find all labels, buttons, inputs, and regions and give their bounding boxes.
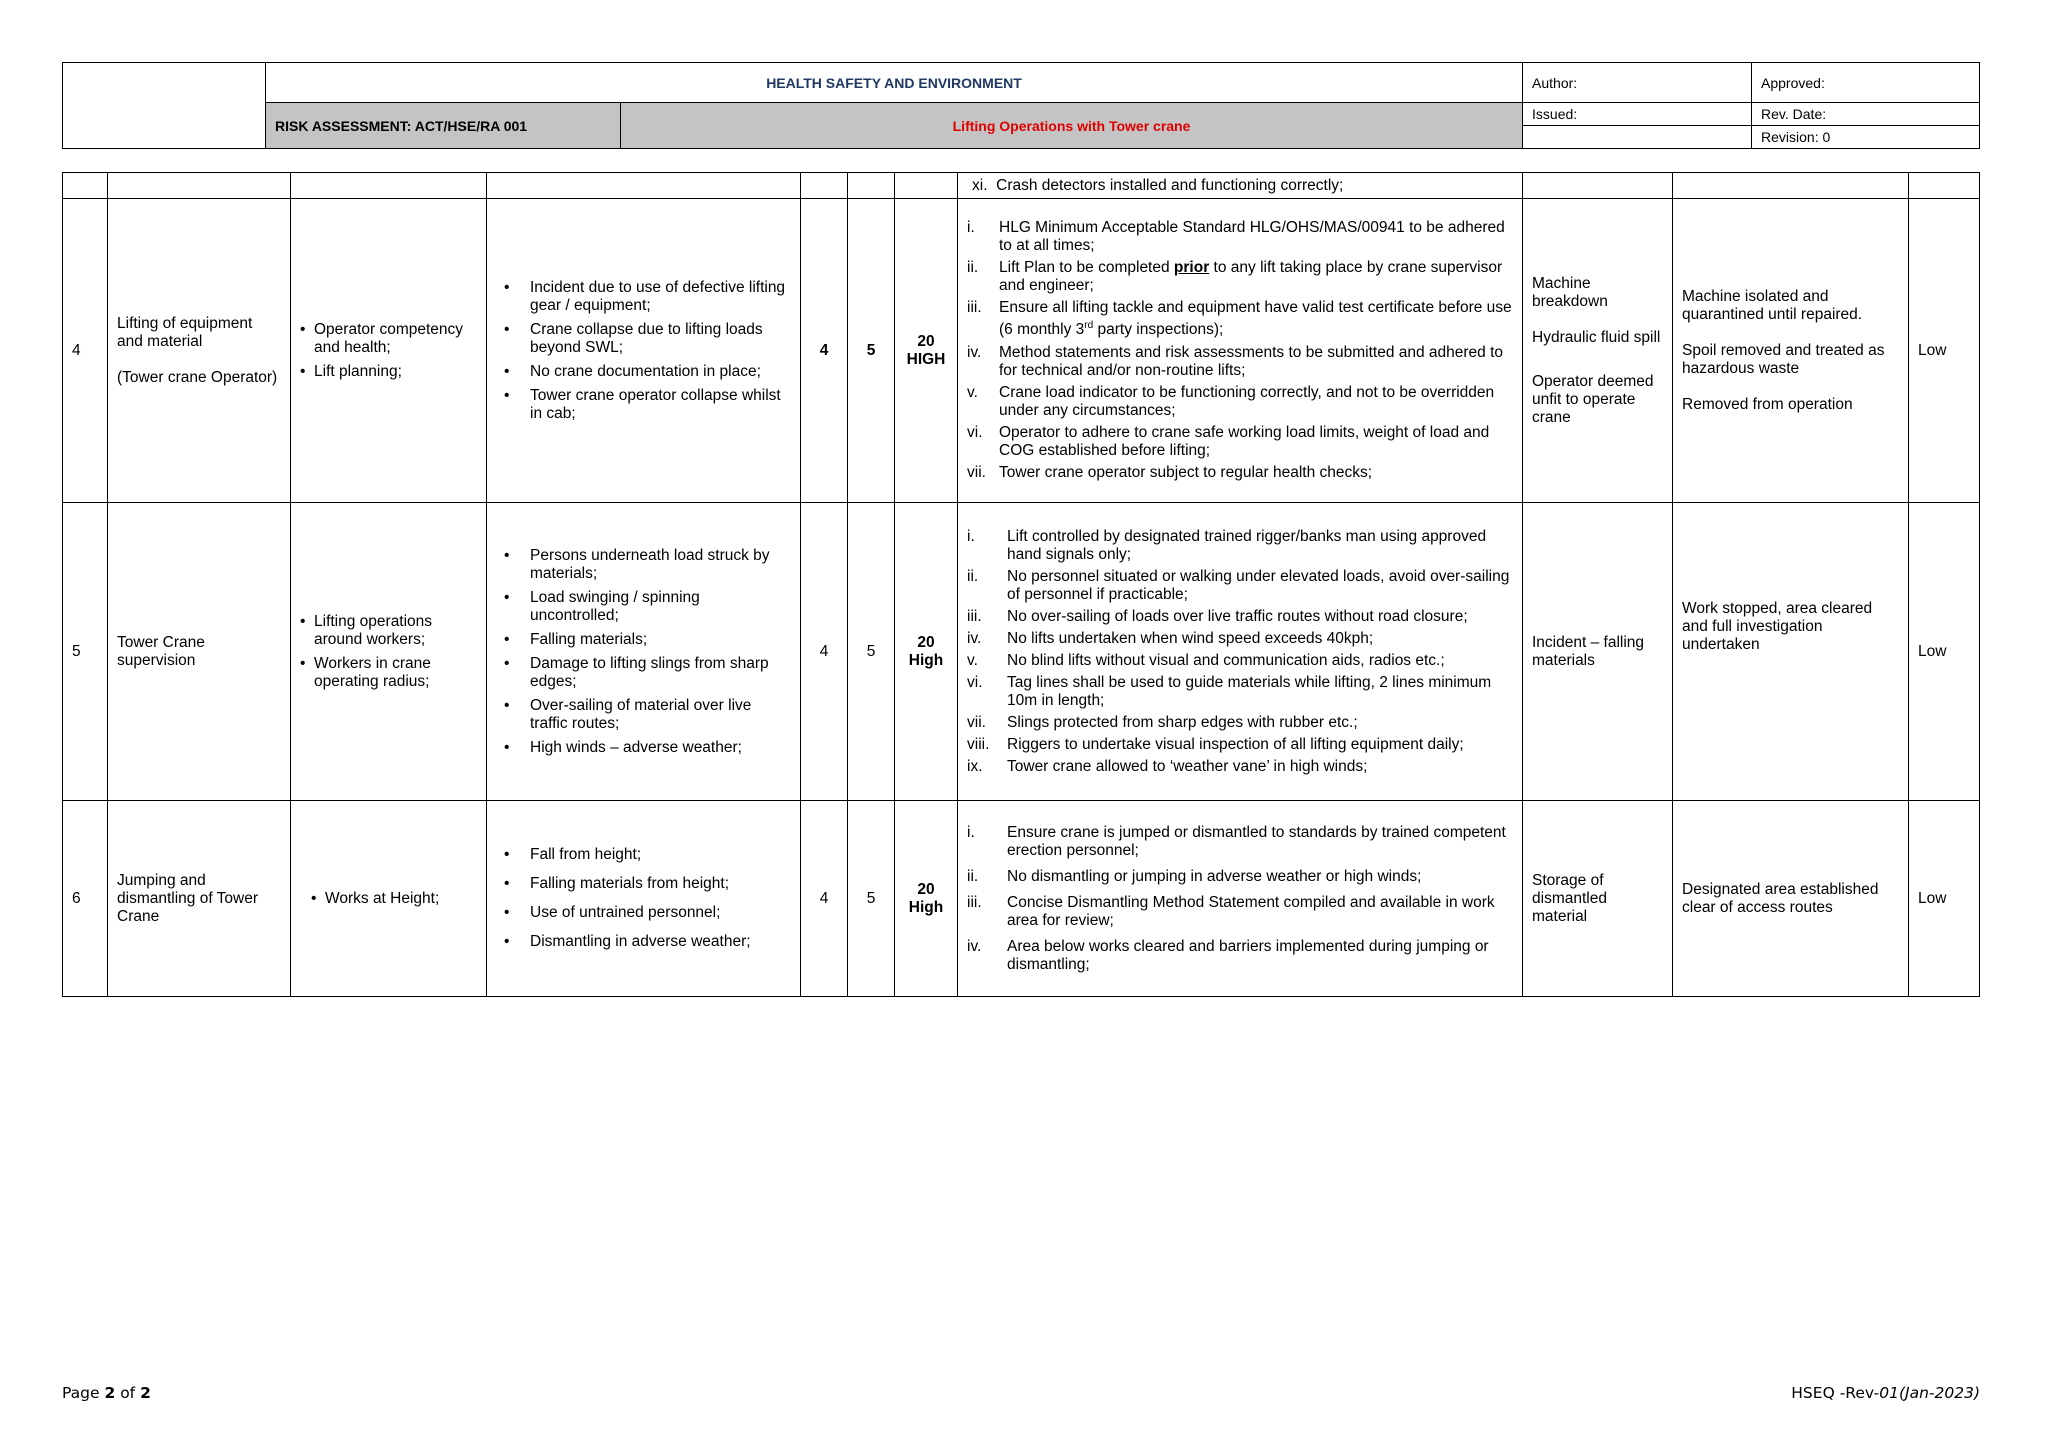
- hazard-item: • Lifting operations around workers;: [300, 613, 477, 649]
- control-item: vi. Tag lines shall be used to guide materials while lifting, 2 lines minimum 10m in length;: [967, 673, 1492, 709]
- approved-field: Approved:: [1752, 63, 1980, 103]
- control-item: iv. No lifts undertaken when wind speed exceeds 40kph;: [967, 629, 1374, 647]
- residual-risk-cell: Low: [1909, 199, 1980, 503]
- consequence-item: • Use of untrained personnel;: [496, 904, 791, 922]
- emergency-cell: Incident – falling materials: [1523, 503, 1673, 801]
- control-item: iv. Method statements and risk assessments to be submitted and adhered to for technical and/or non-routine lifts;: [967, 343, 1504, 379]
- control-item: iv. Area below works cleared and barriers implemented during jumping or dismantling;: [967, 937, 1489, 973]
- consequence-item: • Dismantling in adverse weather;: [496, 933, 791, 951]
- control-item: viii. Riggers to undertake visual inspection of all lifting equipment daily;: [967, 735, 1464, 753]
- controls-cell: [958, 503, 1523, 801]
- blank-cell: [1523, 126, 1752, 149]
- hazard-item: • Workers in crane operating radius;: [300, 655, 477, 691]
- control-item: iii. Concise Dismantling Method Statement compiled and available in work area for review;: [967, 893, 1495, 929]
- control-item: i. Ensure crane is jumped or dismantled to standards by trained competent erection personnel;: [967, 823, 1506, 859]
- consequence-item: • Load swinging / spinning uncontrolled;: [496, 589, 791, 625]
- controls-cell: [958, 801, 1523, 997]
- control-item: vi. Operator to adhere to crane safe working load limits, weight of load and COG established before lifting;: [967, 423, 1490, 459]
- residual-risk-cell: Low: [1909, 801, 1980, 997]
- response-cell: Machine isolated and quarantined until repaired. Spoil removed and treated as hazardous waste Removed from operation: [1673, 199, 1909, 503]
- likelihood-cell: 4: [801, 801, 848, 997]
- risk-assessment-table: [62, 172, 1980, 997]
- hazards-cell: [291, 503, 487, 801]
- response-cell: Designated area established clear of access routes: [1673, 801, 1909, 997]
- row-number: 4: [63, 199, 108, 503]
- likelihood-cell: 4: [801, 199, 848, 503]
- response-cell: Work stopped, area cleared and full investigation undertaken: [1673, 503, 1909, 801]
- consequence-item: • Crane collapse due to lifting loads beyond SWL;: [496, 321, 791, 357]
- row-number: 5: [63, 503, 108, 801]
- control-item: vii. Slings protected from sharp edges with rubber etc.;: [967, 713, 1358, 731]
- risk-rating-cell: 20 High: [895, 801, 958, 997]
- activity-cell: Lifting of equipment and material (Tower crane Operator): [108, 199, 291, 503]
- hazard-item: • Works at Height;: [311, 890, 477, 908]
- risk-assessment-number: RISK ASSESSMENT: ACT/HSE/RA 001: [266, 103, 621, 149]
- control-item: ix. Tower crane allowed to ‘weather vane’ in high winds;: [967, 757, 1368, 775]
- hazards-cell: [291, 801, 487, 997]
- risk-rating-cell: 20 High: [895, 503, 958, 801]
- emergency-cell: Storage of dismantled material: [1523, 801, 1673, 997]
- document-revision-ref: HSEQ -Rev-01(Jan-2023): [1791, 1384, 1980, 1402]
- consequence-item: • High winds – adverse weather;: [496, 739, 791, 757]
- logo-area: [63, 63, 266, 149]
- emergency-cell: Machine breakdown Hydraulic fluid spill Operator deemed unfit to operate crane: [1523, 199, 1673, 503]
- page-number: Page 2 of 2: [62, 1384, 151, 1402]
- issued-field: Issued:: [1523, 103, 1752, 126]
- consequence-item: • No crane documentation in place;: [496, 363, 791, 381]
- hazards-cell: [291, 199, 487, 503]
- consequences-cell: [487, 503, 801, 801]
- control-item: iii. Ensure all lifting tackle and equipment have valid test certificate before use (6 monthly 3rd party inspections);: [967, 299, 1512, 339]
- consequence-item: • Over-sailing of material over live traffic routes;: [496, 697, 791, 733]
- severity-cell: 5: [848, 801, 895, 997]
- activity-cell: Tower Crane supervision: [108, 503, 291, 801]
- section-title: HEALTH SAFETY AND ENVIRONMENT: [266, 63, 1523, 103]
- control-item: i. Lift controlled by designated trained rigger/banks man using approved hand signals only;: [967, 527, 1487, 563]
- hazard-item: • Lift planning;: [300, 363, 477, 381]
- document-header: [62, 62, 1980, 149]
- likelihood-cell: 4: [801, 503, 848, 801]
- consequence-item: • Damage to lifting slings from sharp edges;: [496, 655, 791, 691]
- control-item: ii. Lift Plan to be completed prior to any lift taking place by crane supervisor and engineer;: [967, 259, 1503, 295]
- activity-cell: Jumping and dismantling of Tower Crane: [108, 801, 291, 997]
- control-item: ii. No personnel situated or walking under elevated loads, avoid over-sailing of personnel if practicable;: [967, 567, 1510, 603]
- consequence-item: • Incident due to use of defective lifting gear / equipment;: [496, 279, 791, 315]
- table-row: [63, 199, 1980, 503]
- severity-cell: 5: [848, 199, 895, 503]
- consequence-item: • Tower crane operator collapse whilst in cab;: [496, 387, 791, 423]
- residual-risk-cell: Low: [1909, 503, 1980, 801]
- consequence-item: • Fall from height;: [496, 846, 791, 864]
- control-continued: xi. Crash detectors installed and functioning correctly;: [958, 173, 1523, 199]
- consequence-item: • Persons underneath load struck by materials;: [496, 547, 791, 583]
- revision-field: Revision: 0: [1752, 126, 1980, 149]
- hazard-item: • Operator competency and health;: [300, 321, 477, 357]
- activity-title: Lifting Operations with Tower crane: [621, 103, 1523, 149]
- control-item: vii. Tower crane operator subject to regular health checks;: [967, 463, 1373, 481]
- control-item: v. No blind lifts without visual and communication aids, radios etc.;: [967, 651, 1445, 669]
- consequences-cell: [487, 199, 801, 503]
- control-item: v. Crane load indicator to be functioning correctly, and not to be overridden under any circumstances;: [967, 383, 1495, 419]
- rev-date-field: Rev. Date:: [1752, 103, 1980, 126]
- consequence-item: • Falling materials from height;: [496, 875, 791, 893]
- risk-rating-cell: 20 HIGH: [895, 199, 958, 503]
- controls-cell: [958, 199, 1523, 503]
- control-item: ii. No dismantling or jumping in adverse weather or high winds;: [967, 867, 1422, 885]
- control-item: iii. No over-sailing of loads over live traffic routes without road closure;: [967, 607, 1468, 625]
- consequence-item: • Falling materials;: [496, 631, 791, 649]
- table-row: [63, 801, 1980, 997]
- control-item: i. HLG Minimum Acceptable Standard HLG/OHS/MAS/00941 to be adhered to at all times;: [967, 219, 1505, 255]
- consequences-cell: [487, 801, 801, 997]
- row-number: 6: [63, 801, 108, 997]
- table-row: [63, 173, 1980, 199]
- author-field: Author:: [1523, 63, 1752, 103]
- table-row: [63, 503, 1980, 801]
- severity-cell: 5: [848, 503, 895, 801]
